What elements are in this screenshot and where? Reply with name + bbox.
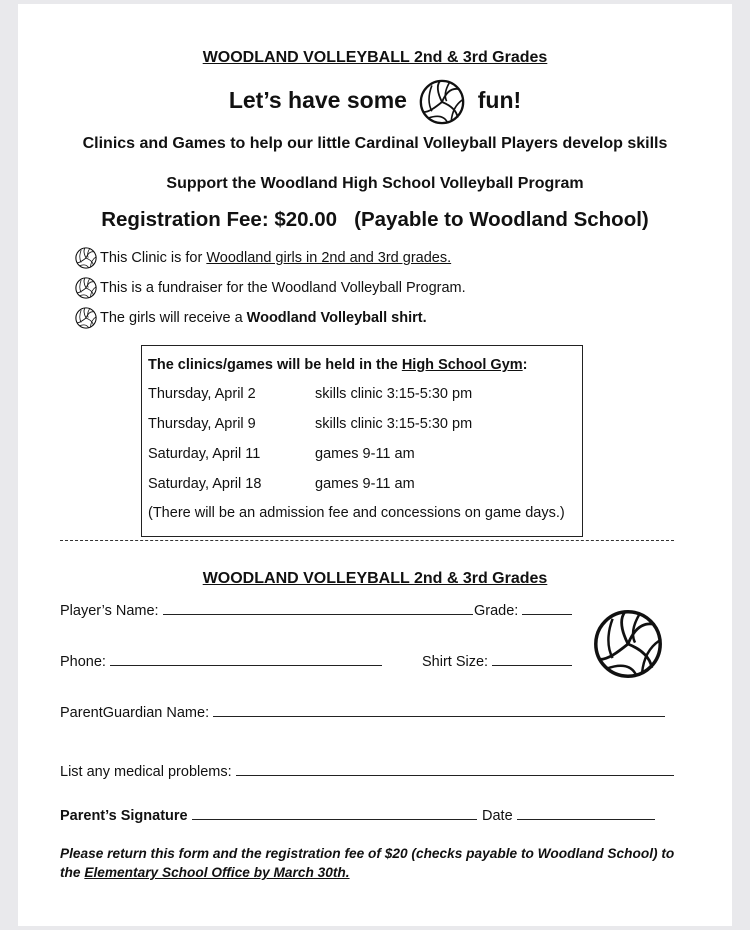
bullet-fundraiser xyxy=(75,277,466,299)
return-instructions-line1: Please return this form and the registration fee of $20 (checks payable to Woodland School) to xyxy=(60,846,675,861)
fun-line-start: Let’s have some xyxy=(228,87,407,113)
return-instructions-prefix: the xyxy=(60,865,85,880)
schedule-activity: skills clinic 3:15-5:30 pm xyxy=(315,416,473,432)
guardian-field[interactable] xyxy=(213,716,665,717)
flyer-page xyxy=(18,4,732,926)
signature-row xyxy=(60,808,477,824)
schedule-date: Thursday, April 9 xyxy=(148,416,256,432)
schedule-date: Saturday, April 18 xyxy=(148,476,262,492)
schedule-date: Saturday, April 11 xyxy=(148,446,261,462)
player-name-field[interactable] xyxy=(163,614,473,615)
date-label: Date xyxy=(482,808,513,824)
schedule-intro xyxy=(148,357,528,373)
support-line: Support the Woodland High School Volleyball Program xyxy=(166,175,584,192)
volleyball-bullet-icon xyxy=(75,307,97,329)
volleyball-image-icon xyxy=(593,609,663,679)
guardian-label: ParentGuardian Name: xyxy=(60,705,210,721)
shirt-size-label: Shirt Size: xyxy=(422,654,489,670)
schedule-note: (There will be an admission fee and concessions on game days.) xyxy=(148,505,565,521)
bullet-shirt-text: The girls will receive a xyxy=(100,309,247,326)
volleyball-icon xyxy=(419,79,465,125)
date-field[interactable] xyxy=(517,819,655,820)
bullet-fundraiser-text: This is a fundraiser for the Woodland Volleyball Program. xyxy=(100,279,466,296)
schedule-colon: : xyxy=(522,357,528,373)
shirt-size-field[interactable] xyxy=(492,665,572,666)
bullet-clinic-text: This Clinic is for xyxy=(100,249,207,266)
schedule-activity: games 9-11 am xyxy=(315,446,415,462)
schedule-location: High School Gym xyxy=(401,357,523,373)
medical-label: List any medical problems: xyxy=(60,764,232,780)
bullet-shirt xyxy=(75,307,427,329)
signature-label: Parent’s Signature xyxy=(60,808,188,824)
bullet-clinic-underlined: Woodland girls in 2nd and 3rd grades. xyxy=(206,249,452,266)
form-title: WOODLAND VOLLEYBALL 2nd & 3rd Grades xyxy=(202,570,548,587)
grade-label: Grade: xyxy=(474,603,519,619)
medical-field[interactable] xyxy=(236,775,674,776)
phone-row xyxy=(60,654,382,670)
schedule-activity: skills clinic 3:15-5:30 pm xyxy=(315,386,473,402)
registration-fee: Registration Fee: $20.00 (Payable to Woodland School) xyxy=(101,208,649,231)
cut-line-divider xyxy=(60,540,674,541)
grade-row xyxy=(474,603,572,619)
volleyball-bullet-icon xyxy=(75,247,97,269)
schedule-activity: games 9-11 am xyxy=(315,476,415,492)
bullet-clinic xyxy=(75,247,451,269)
bullet-shirt-bold: Woodland Volleyball shirt. xyxy=(246,309,427,326)
guardian-row xyxy=(60,705,665,721)
return-instructions-office: Elementary School Office by March 30th. xyxy=(84,865,350,880)
fun-line xyxy=(18,78,732,125)
shirt-size-row xyxy=(422,654,572,670)
phone-label: Phone: xyxy=(60,654,106,670)
player-name-row xyxy=(60,603,473,619)
phone-field[interactable] xyxy=(110,665,382,666)
flyer-title: WOODLAND VOLLEYBALL 2nd & 3rd Grades xyxy=(202,49,548,66)
player-name-label: Player’s Name: xyxy=(60,603,159,619)
medical-row xyxy=(60,764,674,780)
schedule-intro-text: The clinics/games will be held in the xyxy=(148,357,402,373)
date-row xyxy=(482,808,655,824)
fun-line-end: fun! xyxy=(477,87,522,113)
grade-field[interactable] xyxy=(522,614,572,615)
volleyball-bullet-icon xyxy=(75,277,97,299)
signature-field[interactable] xyxy=(192,819,477,820)
schedule-box xyxy=(141,345,583,537)
subtitle: Clinics and Games to help our little Cardinal Volleyball Players develop skills xyxy=(82,135,668,152)
return-instructions-line2 xyxy=(60,865,350,880)
schedule-date: Thursday, April 2 xyxy=(148,386,256,402)
